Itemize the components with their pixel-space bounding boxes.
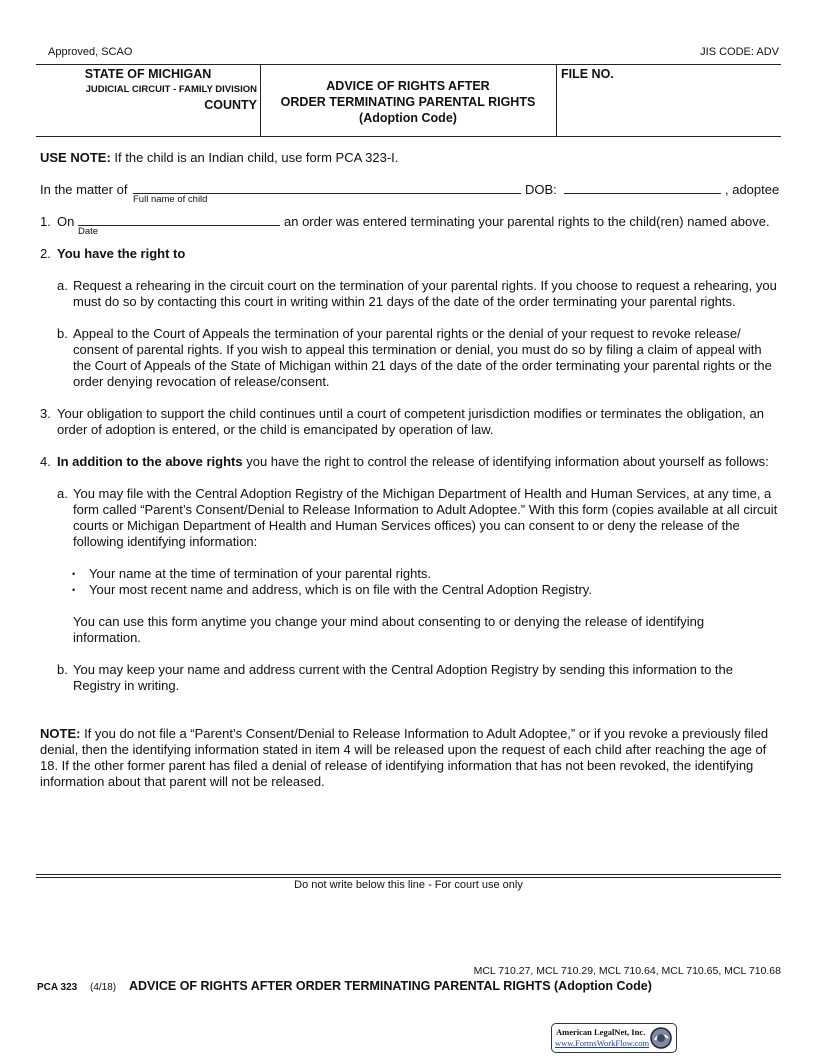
item2-heading: You have the right to bbox=[57, 246, 186, 261]
globe-icon bbox=[649, 1026, 673, 1050]
child-name-field[interactable] bbox=[133, 182, 521, 194]
jis-code: JIS CODE: ADV bbox=[700, 46, 779, 58]
item2-number: 2. bbox=[40, 246, 51, 261]
item4-text: you have the right to control the release of identifying information about yourself as follows: bbox=[242, 454, 769, 469]
dob-label: DOB: bbox=[525, 182, 557, 197]
bullet-icon: • bbox=[72, 585, 76, 595]
bullet-item: Your name at the time of termination of your parental rights. bbox=[89, 566, 432, 581]
header-top-rule bbox=[36, 64, 781, 65]
form-title bbox=[260, 78, 556, 126]
item3-text: Your obligation to support the child continues until a court of competent jurisdiction modifies or terminates the obligation, an order of adoption is entered, or the child is emancipated by operation of law. bbox=[57, 406, 764, 437]
use-note bbox=[40, 150, 398, 166]
circuit-label: JUDICIAL CIRCUIT - FAMILY DIVISION bbox=[85, 84, 257, 95]
item4-number: 4. bbox=[40, 454, 51, 469]
item2a-text: Request a rehearing in the circuit court on the termination of your parental rights. If you choose to request a rehearing, you must do so by contacting this court in writing within 21 days of the date of the order terminating your parental rights. bbox=[73, 278, 777, 309]
form-title-line2: ORDER TERMINATING PARENTAL RIGHTS bbox=[280, 95, 536, 109]
logo-url[interactable]: www.FormsWorkFlow.com bbox=[555, 1038, 650, 1048]
bullet-icon: • bbox=[72, 569, 76, 579]
item4a-text: You may file with the Central Adoption Registry of the Michigan Department of Health and Human Services, at any time, a form called “Parent’s Consent/Denial to Release Information to Adult Adoptee.” With this form (copies available at all circuit courts or Michigan Department of Health and Human Services offices) you can consent to or deny the release of the following identifying information: bbox=[73, 486, 778, 549]
note-paragraph bbox=[40, 726, 782, 790]
order-date-field[interactable] bbox=[78, 214, 280, 226]
child-name-caption: Full name of child bbox=[133, 194, 208, 205]
use-note-label: USE NOTE: bbox=[40, 150, 111, 165]
form-revision: (4/18) bbox=[90, 982, 117, 993]
item1-number: 1. bbox=[40, 214, 51, 229]
use-note-text: If the child is an Indian child, use form PCA 323-I. bbox=[110, 150, 399, 165]
item1-on: On bbox=[57, 214, 75, 229]
header-bottom-rule bbox=[36, 136, 781, 137]
dob-field[interactable] bbox=[564, 182, 721, 194]
approved-label: Approved, SCAO bbox=[48, 46, 133, 58]
item4a-label: a. bbox=[57, 486, 68, 501]
state-name: STATE OF MICHIGAN bbox=[84, 67, 212, 81]
note-text: If you do not file a “Parent’s Consent/Denial to Release Information to Adult Adoptee,” or if you revoke a previously filed denial, then the identifying information stated in item 4 will be released upon the request of each child after reaching the age of 18. If the other former parent has filed a denial of release of identifying information that has not been revoked, the identifying information about that parent will not be released. bbox=[40, 726, 769, 789]
item4-intro bbox=[57, 454, 783, 470]
matter-prefix: In the matter of bbox=[40, 182, 128, 197]
mcl-citations: MCL 710.27, MCL 710.29, MCL 710.64, MCL 710.65, MCL 710.68 bbox=[473, 965, 781, 977]
form-title-line3: (Adoption Code) bbox=[359, 111, 457, 125]
item4-heading: In addition to the above rights bbox=[57, 454, 243, 469]
item4a-text2: You can use this form anytime you change your mind about consenting to or denying the release of identifying information. bbox=[73, 614, 705, 645]
item3-number: 3. bbox=[40, 406, 51, 421]
county-label: COUNTY bbox=[204, 98, 257, 112]
legalnet-logo bbox=[551, 1023, 677, 1053]
court-use-label: Do not write below this line - For court use only bbox=[294, 879, 523, 891]
item4b-text: You may keep your name and address current with the Central Adoption Registry by sending this information to the Registry in writing. bbox=[73, 662, 734, 693]
item2b-label: b. bbox=[57, 326, 68, 341]
form-id: PCA 323 bbox=[37, 982, 78, 993]
file-no-label: FILE NO. bbox=[561, 67, 614, 81]
adoptee-suffix: , adoptee bbox=[725, 182, 780, 197]
bullet-item: Your most recent name and address, which is on file with the Central Adoption Registry. bbox=[89, 582, 592, 597]
item2b-text: Appeal to the Court of Appeals the termination of your parental rights or the denial of your request to revoke release/ consent of parental rights. If you wish to appeal this termination or denial, you must do so by filing a claim of appeal with the Court of Appeals of the State of Michigan within 21 days of the date of the order terminating your parental rights or the order denying revocation of release/consent. bbox=[73, 326, 772, 389]
header-divider-right bbox=[556, 64, 557, 137]
court-use-rule-bottom bbox=[36, 877, 781, 878]
item4b-label: b. bbox=[57, 662, 68, 677]
form-title-line1: ADVICE OF RIGHTS AFTER bbox=[326, 79, 490, 93]
court-use-rule-top bbox=[36, 874, 781, 875]
footer-title: ADVICE OF RIGHTS AFTER ORDER TERMINATING PARENTAL RIGHTS (Adoption Code) bbox=[129, 979, 652, 993]
item2a-label: a. bbox=[57, 278, 68, 293]
item1-text: an order was entered terminating your parental rights to the child(ren) named above. bbox=[284, 214, 770, 229]
note-label: NOTE: bbox=[40, 726, 81, 741]
date-caption: Date bbox=[78, 226, 99, 237]
logo-company: American LegalNet, Inc. bbox=[556, 1027, 646, 1037]
